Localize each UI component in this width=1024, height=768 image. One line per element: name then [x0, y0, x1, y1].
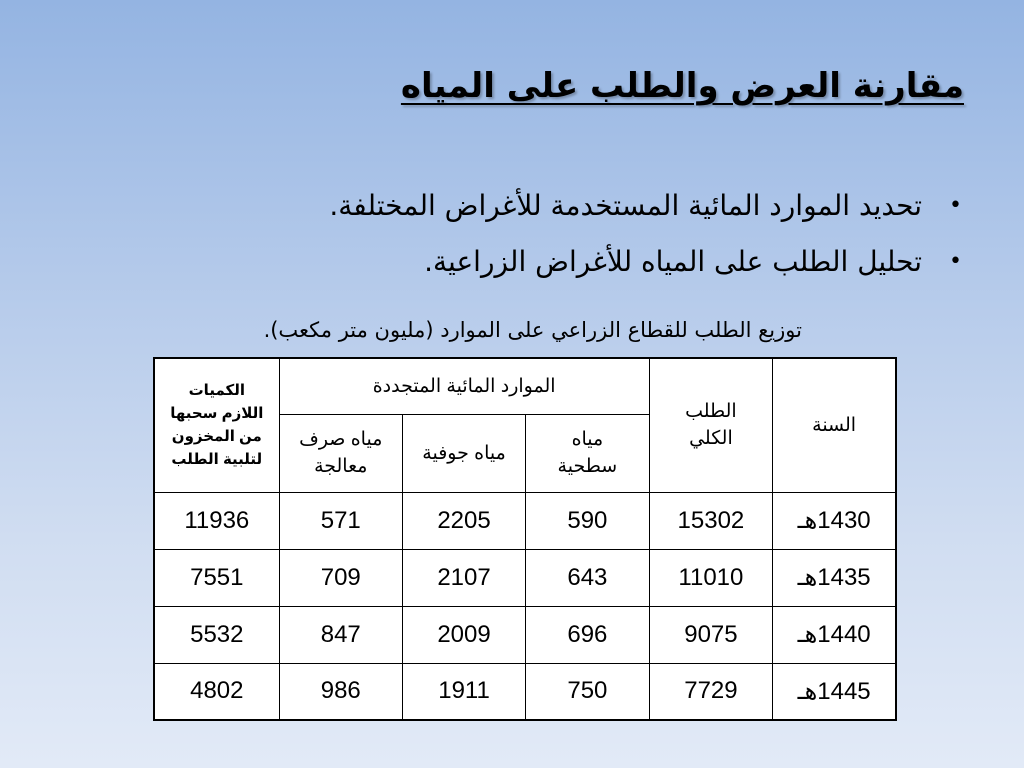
header-total-demand-line2: الكلي — [689, 428, 733, 450]
table-caption: توزيع الطلب للقطاع الزراعي على الموارد (مليون متر مكعب). — [263, 318, 802, 342]
header-treated-water — [279, 414, 402, 492]
cell-year: 1445هـ — [773, 663, 896, 720]
bullet-list — [166, 178, 966, 290]
bullet-item — [166, 234, 966, 290]
bullet-text: تحديد الموارد المائية المستخدمة للأغراض المختلفة. — [329, 189, 922, 222]
cell-surface: 750 — [526, 663, 649, 720]
cell-year: 1440هـ — [773, 606, 896, 663]
table-header-row — [154, 358, 896, 414]
header-ground-label: مياه جوفية — [422, 442, 506, 464]
table-row — [154, 549, 896, 606]
header-surface-line2: سطحية — [557, 456, 618, 477]
header-storage-line4: لتلبية الطلب — [171, 451, 263, 469]
header-storage-line2: اللازم سحبها — [170, 405, 264, 423]
header-year — [773, 358, 896, 492]
cell-year: 1430هـ — [773, 492, 896, 549]
cell-treated: 709 — [279, 549, 402, 606]
cell-ground: 2205 — [402, 492, 525, 549]
header-year-label: السنة — [812, 414, 857, 436]
cell-surface: 590 — [526, 492, 649, 549]
header-storage-withdrawal — [154, 358, 279, 492]
bullet-dot-icon: • — [949, 193, 962, 218]
cell-surface: 643 — [526, 549, 649, 606]
bullet-text: تحليل الطلب على المياه للأغراض الزراعية. — [424, 245, 922, 278]
water-demand-table — [153, 357, 897, 721]
header-surface-line1: مياه — [571, 429, 604, 450]
header-total-demand-line1: الطلب — [685, 401, 737, 423]
header-storage-line1: الكميات — [188, 382, 245, 400]
cell-treated: 847 — [279, 606, 402, 663]
bullet-dot-icon: • — [949, 249, 962, 274]
header-renewable-group-label: الموارد المائية المتجددة — [372, 375, 556, 397]
bullet-item — [166, 178, 966, 234]
header-ground-water — [402, 414, 525, 492]
cell-total-demand: 11010 — [649, 549, 773, 606]
cell-storage: 5532 — [154, 606, 279, 663]
cell-ground: 2009 — [402, 606, 525, 663]
header-renewable-group — [279, 358, 649, 414]
cell-treated: 571 — [279, 492, 402, 549]
cell-year: 1435هـ — [773, 549, 896, 606]
cell-ground: 1911 — [402, 663, 525, 720]
cell-storage: 11936 — [154, 492, 279, 549]
cell-treated: 986 — [279, 663, 402, 720]
header-treated-line1: مياه صرف — [299, 429, 383, 450]
cell-surface: 696 — [526, 606, 649, 663]
table-row — [154, 663, 896, 720]
cell-storage: 7551 — [154, 549, 279, 606]
table-row — [154, 492, 896, 549]
table-row — [154, 606, 896, 663]
cell-total-demand: 7729 — [649, 663, 773, 720]
header-treated-line2: معالجة — [314, 456, 368, 477]
cell-total-demand: 9075 — [649, 606, 773, 663]
header-storage-line3: من المخزون — [171, 428, 262, 446]
header-surface-water — [526, 414, 649, 492]
cell-total-demand: 15302 — [649, 492, 773, 549]
slide-title: مقارنة العرض والطلب على المياه — [400, 66, 964, 106]
cell-storage: 4802 — [154, 663, 279, 720]
header-total-demand — [649, 358, 773, 492]
cell-ground: 2107 — [402, 549, 525, 606]
